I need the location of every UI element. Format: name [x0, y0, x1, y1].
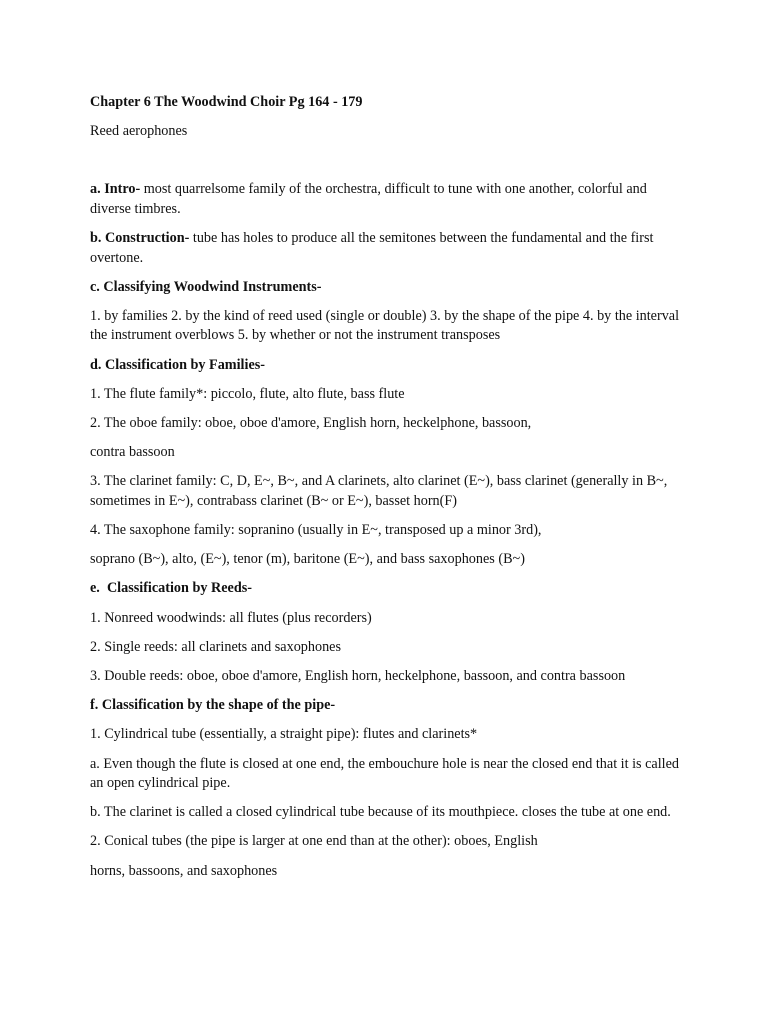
intro-label: a. Intro- [90, 181, 141, 198]
classifying-text: 1. by families 2. by the kind of reed used (single or double) 3. by the shape of the pipe 4. by the interval the instrument overblows 5. by whether or not the instrument transposes [90, 307, 680, 344]
shape-item: 1. Cylindrical tube (essentially, a straight pipe): flutes and clarinets* [90, 726, 478, 743]
families-item: 2. The oboe family: oboe, oboe d'amore, English horn, heckelphone, bassoon, [90, 415, 532, 431]
families-item: 4. The saxophone family: sopranino (usually in E~, transposed up a minor 3rd), [90, 522, 542, 539]
shape-item: horns, bassoons, and saxophones [90, 862, 278, 879]
document-title: Chapter 6 The Woodwind Choir Pg 164 - 179 [90, 94, 363, 110]
families-item: contra bassoon [90, 444, 175, 461]
classifying-heading: c. Classifying Woodwind Instruments- [90, 278, 322, 295]
reeds-heading: e. Classification by Reeds- [90, 580, 252, 597]
construction-label: b. Construction- [90, 230, 190, 247]
intro-text: most quarrelsome family of the orchestra, difficult to tune with one another, colorful and diverse timbres. [90, 181, 647, 217]
families-heading: d. Classification by Families- [90, 356, 265, 373]
families-item: 3. The clarinet family: C, D, E~, B~, and A clarinets, alto clarinet (E~), bass clarinet (generally in B~, sometimes in E~), contrabass clarinet (B~ or E~), basset horn(F) [90, 473, 668, 509]
document-subtitle: Reed aerophones [90, 123, 188, 140]
intro-paragraph [90, 180, 685, 219]
shape-item: 2. Conical tubes (the pipe is larger at one end than at the other): oboes, English [90, 833, 538, 850]
document-page [90, 93, 685, 891]
construction-text: tube has holes to produce all the semitones between the fundamental and the first overtone. [90, 230, 654, 266]
shape-item: b. The clarinet is called a closed cylindrical tube because of its mouthpiece. closes the tube at one end. [90, 804, 671, 821]
construction-paragraph [90, 229, 685, 268]
reeds-item: 1. Nonreed woodwinds: all flutes (plus recorders) [90, 609, 372, 626]
reeds-item: 3. Double reeds: oboe, oboe d'amore, English horn, heckelphone, bassoon, and contra bassoon [90, 668, 626, 684]
blank-line [90, 151, 685, 180]
families-item: soprano (B~), alto, (E~), tenor (m), baritone (E~), and bass saxophones (B~) [90, 551, 525, 568]
families-item: 1. The flute family*: piccolo, flute, alto flute, bass flute [90, 385, 405, 402]
shape-heading: f. Classification by the shape of the pipe- [90, 697, 336, 714]
shape-item: a. Even though the flute is closed at one end, the embouchure hole is near the closed end that it is called an open cylindrical pipe. [90, 755, 679, 792]
reeds-item: 2. Single reeds: all clarinets and saxophones [90, 638, 341, 655]
